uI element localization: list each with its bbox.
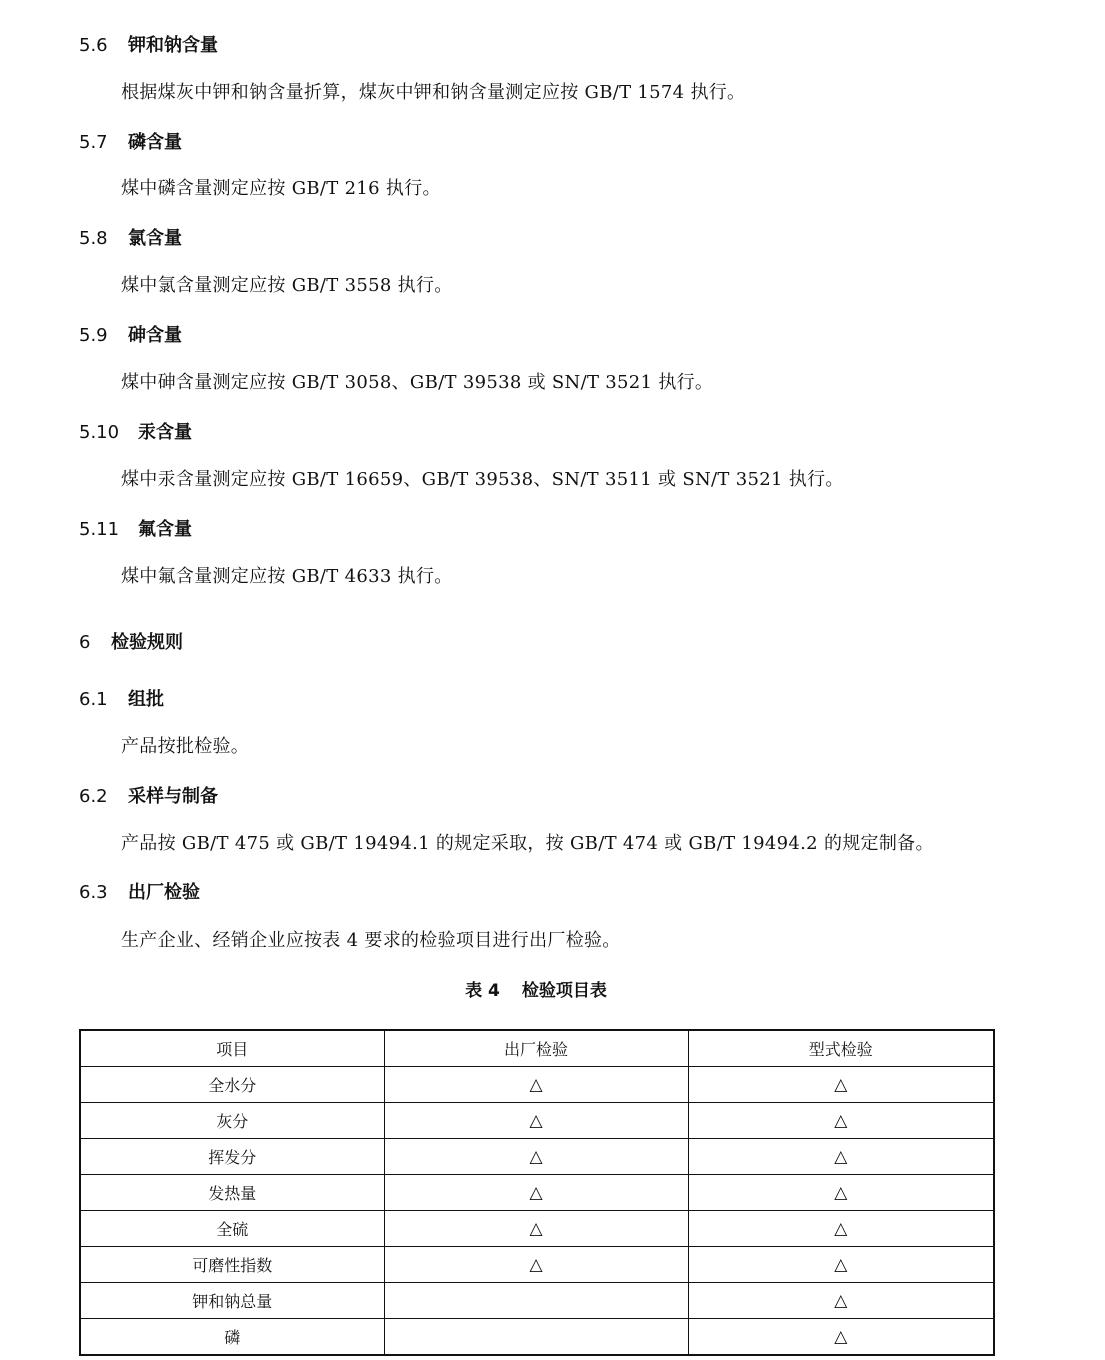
header-item: 项目 <box>80 1030 384 1067</box>
section-number: 6.3 <box>79 882 108 903</box>
table-row <box>80 1319 994 1356</box>
section-number: 5.8 <box>79 228 108 249</box>
chapter-heading-6 <box>79 632 183 654</box>
section-title: 氟含量 <box>138 519 192 540</box>
section-title: 出厂检验 <box>128 882 200 903</box>
table-row <box>80 1211 994 1247</box>
section-title: 砷含量 <box>128 325 182 346</box>
section-heading-6-2 <box>79 786 218 808</box>
type-mark-cell: △ <box>688 1319 994 1356</box>
section-paragraph-5-11: 煤中氟含量测定应按 GB/T 4633 执行。 <box>121 566 453 587</box>
table-row <box>80 1175 994 1211</box>
factory-mark-cell <box>384 1319 688 1356</box>
section-number: 6.1 <box>79 689 108 710</box>
header-factory-inspection: 出厂检验 <box>384 1030 688 1067</box>
table-row <box>80 1247 994 1283</box>
section-number: 5.10 <box>79 422 120 443</box>
table-caption <box>0 980 1072 1002</box>
section-number: 6.2 <box>79 786 108 807</box>
section-heading-6-3 <box>79 882 200 904</box>
item-cell: 可磨性指数 <box>80 1247 384 1283</box>
section-number: 5.7 <box>79 132 108 153</box>
chapter-title: 检验规则 <box>111 632 183 653</box>
chapter-number: 6 <box>79 632 91 653</box>
section-heading-5-7 <box>79 132 182 154</box>
table-title: 检验项目表 <box>521 981 607 1001</box>
type-mark-cell: △ <box>688 1211 994 1247</box>
section-title: 采样与制备 <box>128 786 218 807</box>
inspection-items-table <box>79 1029 995 1356</box>
section-paragraph-6-2: 产品按 GB/T 475 或 GB/T 19494.1 的规定采取，按 GB/T 474 或 GB/T 19494.2 的规定制备。 <box>121 833 934 854</box>
section-heading-6-1 <box>79 689 164 711</box>
section-paragraph-5-10: 煤中汞含量测定应按 GB/T 16659、GB/T 39538、SN/T 3511 或 SN/T 3521 执行。 <box>121 469 844 490</box>
item-cell: 全水分 <box>80 1067 384 1103</box>
table-row <box>80 1067 994 1103</box>
item-cell: 挥发分 <box>80 1139 384 1175</box>
type-mark-cell: △ <box>688 1139 994 1175</box>
header-type-inspection: 型式检验 <box>688 1030 994 1067</box>
factory-mark-cell: △ <box>384 1067 688 1103</box>
table-row <box>80 1103 994 1139</box>
section-number: 5.9 <box>79 325 108 346</box>
item-cell: 磷 <box>80 1319 384 1356</box>
section-heading-5-6 <box>79 35 218 57</box>
section-title: 钾和钠含量 <box>128 35 218 56</box>
section-paragraph-5-7: 煤中磷含量测定应按 GB/T 216 执行。 <box>121 178 441 199</box>
factory-mark-cell: △ <box>384 1211 688 1247</box>
section-heading-5-9 <box>79 325 182 347</box>
type-mark-cell: △ <box>688 1103 994 1139</box>
table-number: 表 4 <box>465 981 500 1001</box>
section-paragraph-5-6: 根据煤灰中钾和钠含量折算，煤灰中钾和钠含量测定应按 GB/T 1574 执行。 <box>121 82 746 103</box>
factory-mark-cell: △ <box>384 1139 688 1175</box>
section-heading-5-10 <box>79 422 192 444</box>
section-title: 氯含量 <box>128 228 182 249</box>
section-number: 5.11 <box>79 519 120 540</box>
table-header-row <box>80 1030 994 1067</box>
factory-mark-cell: △ <box>384 1175 688 1211</box>
section-paragraph-6-3: 生产企业、经销企业应按表 4 要求的检验项目进行出厂检验。 <box>121 930 621 951</box>
table-row <box>80 1139 994 1175</box>
table-row <box>80 1283 994 1319</box>
factory-mark-cell: △ <box>384 1247 688 1283</box>
section-paragraph-5-8: 煤中氯含量测定应按 GB/T 3558 执行。 <box>121 275 453 296</box>
type-mark-cell: △ <box>688 1247 994 1283</box>
section-heading-5-8 <box>79 228 182 250</box>
factory-mark-cell <box>384 1283 688 1319</box>
section-number: 5.6 <box>79 35 108 56</box>
type-mark-cell: △ <box>688 1283 994 1319</box>
item-cell: 钾和钠总量 <box>80 1283 384 1319</box>
section-paragraph-5-9: 煤中砷含量测定应按 GB/T 3058、GB/T 39538 或 SN/T 3521 执行。 <box>121 372 714 393</box>
item-cell: 灰分 <box>80 1103 384 1139</box>
section-title: 磷含量 <box>128 132 182 153</box>
factory-mark-cell: △ <box>384 1103 688 1139</box>
item-cell: 发热量 <box>80 1175 384 1211</box>
section-paragraph-6-1: 产品按批检验。 <box>121 736 250 757</box>
type-mark-cell: △ <box>688 1067 994 1103</box>
item-cell: 全硫 <box>80 1211 384 1247</box>
section-heading-5-11 <box>79 519 192 541</box>
section-title: 汞含量 <box>138 422 192 443</box>
section-title: 组批 <box>128 689 164 710</box>
type-mark-cell: △ <box>688 1175 994 1211</box>
